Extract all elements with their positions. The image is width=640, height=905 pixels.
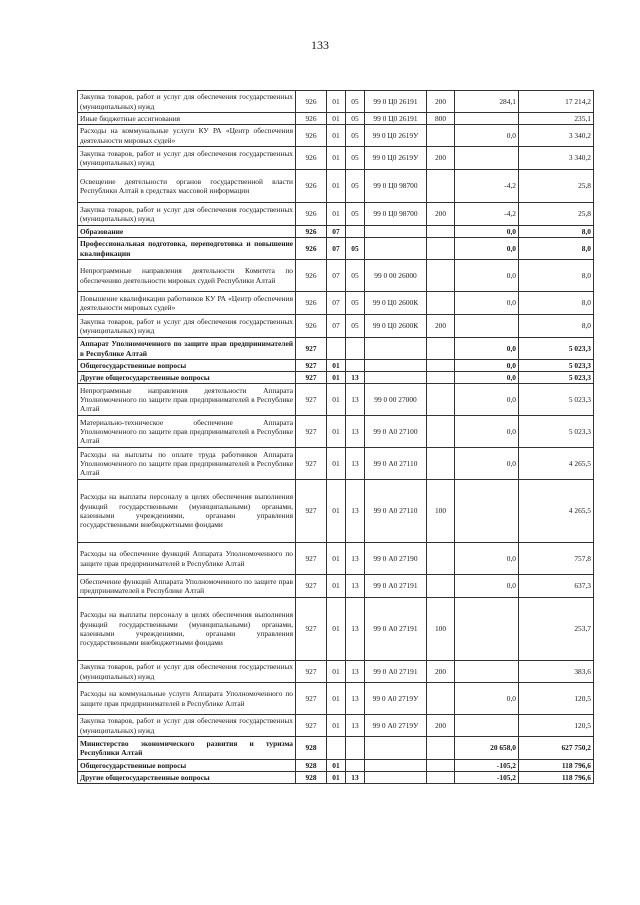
cell-target-article: 99 0 А0 27110	[365, 448, 427, 480]
table-row	[78, 113, 594, 125]
cell-name: Министерство экономического развития и туризма Республики Алтай	[78, 737, 296, 760]
cell-name: Другие общегосударственные вопросы	[78, 372, 296, 384]
cell-total-amount: 5 023,3	[519, 338, 594, 360]
cell-name: Расходы на выплаты по оплате труда работников Аппарата Уполномоченного по защите прав предпринимателей в Республике Алтай	[78, 448, 296, 480]
cell-subsection: 13	[346, 575, 365, 598]
cell-grbs: 927	[296, 543, 327, 575]
cell-expense-type	[427, 292, 455, 315]
cell-expense-type	[427, 448, 455, 480]
cell-expense-type: 200	[427, 661, 455, 683]
cell-name: Расходы на выплаты персоналу в целях обеспечения выполнения функций государственными (муниципальными) органами, казенными учреждениями, органами управления государственными внебюджетными фондами	[78, 480, 296, 543]
cell-change-amount: 0,0	[455, 683, 519, 715]
cell-expense-type	[427, 360, 455, 372]
table-row	[78, 170, 594, 203]
table-row	[78, 238, 594, 260]
cell-name: Закупка товаров, работ и услуг для обеспечения государственных (муниципальных) нужд	[78, 203, 296, 226]
cell-section: 01	[327, 113, 346, 125]
cell-target-article: 99 0 А0 27191	[365, 575, 427, 598]
cell-subsection: 13	[346, 598, 365, 661]
budget-table	[77, 90, 594, 784]
cell-subsection: 13	[346, 480, 365, 543]
cell-total-amount: 8,0	[519, 315, 594, 338]
cell-grbs: 927	[296, 384, 327, 416]
cell-section: 07	[327, 315, 346, 338]
cell-total-amount: 118 796,6	[519, 760, 594, 772]
cell-name: Расходы на выплаты персоналу в целях обеспечения выполнения функций государственными (муниципальными) органами, казенными учреждениями, органами управления государственными внебюджетными фондами	[78, 598, 296, 661]
cell-grbs: 927	[296, 338, 327, 360]
cell-section: 07	[327, 238, 346, 260]
cell-section: 07	[327, 292, 346, 315]
cell-target-article: 99 0 Ц0 98700	[365, 203, 427, 226]
cell-subsection: 05	[346, 170, 365, 203]
cell-section: 01	[327, 372, 346, 384]
cell-target-article: 99 0 Ц0 2600К	[365, 315, 427, 338]
cell-total-amount: 5 023,3	[519, 416, 594, 448]
cell-target-article	[365, 772, 427, 784]
cell-target-article: 99 0 А0 27110	[365, 480, 427, 543]
cell-grbs: 927	[296, 480, 327, 543]
cell-target-article: 99 0 Ц0 26191	[365, 113, 427, 125]
cell-name: Закупка товаров, работ и услуг для обеспечения государственных (муниципальных) нужд	[78, 715, 296, 737]
cell-name: Освещение деятельности органов государственной власти Республики Алтай в средствах массовой информации	[78, 170, 296, 203]
cell-change-amount: 0,0	[455, 448, 519, 480]
cell-expense-type: 200	[427, 203, 455, 226]
cell-subsection	[346, 360, 365, 372]
cell-grbs: 927	[296, 715, 327, 737]
cell-subsection: 05	[346, 91, 365, 113]
cell-section: 01	[327, 575, 346, 598]
cell-change-amount	[455, 598, 519, 661]
cell-expense-type: 200	[427, 715, 455, 737]
cell-section	[327, 338, 346, 360]
cell-change-amount: 0,0	[455, 338, 519, 360]
cell-change-amount: -4,2	[455, 170, 519, 203]
cell-change-amount	[455, 480, 519, 543]
table-row	[78, 147, 594, 170]
table-row	[78, 480, 594, 543]
cell-name: Повышение квалификации работников КУ РА «Центр обеспечения деятельности мировых судей»	[78, 292, 296, 315]
cell-section: 01	[327, 543, 346, 575]
cell-expense-type: 200	[427, 91, 455, 113]
cell-expense-type	[427, 760, 455, 772]
cell-change-amount	[455, 661, 519, 683]
page-number: 133	[311, 38, 329, 52]
cell-expense-type: 100	[427, 480, 455, 543]
cell-total-amount: 757,8	[519, 543, 594, 575]
cell-expense-type	[427, 372, 455, 384]
table-row	[78, 91, 594, 113]
cell-expense-type	[427, 384, 455, 416]
cell-change-amount: 0,0	[455, 226, 519, 238]
table-row	[78, 315, 594, 338]
cell-grbs: 927	[296, 416, 327, 448]
cell-name: Иные бюджетные ассигнования	[78, 113, 296, 125]
cell-change-amount: 0,0	[455, 360, 519, 372]
cell-total-amount: 5 023,3	[519, 384, 594, 416]
cell-change-amount: 284,1	[455, 91, 519, 113]
cell-subsection: 13	[346, 416, 365, 448]
cell-section: 07	[327, 226, 346, 238]
cell-subsection: 05	[346, 238, 365, 260]
cell-name: Материально-техническое обеспечение Аппарата Уполномоченного по защите прав предпринимателей в Республике Алтай	[78, 416, 296, 448]
cell-section: 01	[327, 384, 346, 416]
table-row	[78, 683, 594, 715]
cell-change-amount: 0,0	[455, 575, 519, 598]
cell-total-amount: 3 340,2	[519, 125, 594, 147]
cell-change-amount	[455, 715, 519, 737]
cell-target-article	[365, 360, 427, 372]
cell-target-article	[365, 238, 427, 260]
table-row	[78, 203, 594, 226]
cell-section: 01	[327, 760, 346, 772]
cell-section: 01	[327, 448, 346, 480]
table-row	[78, 226, 594, 238]
cell-change-amount: -105,2	[455, 760, 519, 772]
cell-name: Закупка товаров, работ и услуг для обеспечения государственных (муниципальных) нужд	[78, 91, 296, 113]
cell-grbs: 928	[296, 772, 327, 784]
cell-subsection: 13	[346, 384, 365, 416]
cell-expense-type	[427, 238, 455, 260]
cell-total-amount: 637,3	[519, 575, 594, 598]
table-row	[78, 598, 594, 661]
cell-total-amount: 4 265,5	[519, 480, 594, 543]
cell-subsection	[346, 338, 365, 360]
cell-target-article: 99 0 А0 27190	[365, 543, 427, 575]
cell-section: 01	[327, 125, 346, 147]
cell-name: Аппарат Уполномоченного по защите прав предпринимателей в Республике Алтай	[78, 338, 296, 360]
table-row	[78, 338, 594, 360]
cell-target-article: 99 0 Ц0 26191	[365, 91, 427, 113]
table-body	[78, 91, 594, 784]
cell-total-amount: 383,6	[519, 661, 594, 683]
cell-total-amount: 627 750,2	[519, 737, 594, 760]
cell-subsection: 05	[346, 113, 365, 125]
cell-expense-type: 800	[427, 113, 455, 125]
cell-section: 01	[327, 91, 346, 113]
cell-target-article	[365, 737, 427, 760]
cell-change-amount: 20 658,0	[455, 737, 519, 760]
cell-target-article: 99 0 00 26000	[365, 260, 427, 292]
cell-grbs: 926	[296, 260, 327, 292]
cell-total-amount: 118 796,6	[519, 772, 594, 784]
cell-target-article: 99 0 Ц0 2619У	[365, 125, 427, 147]
cell-change-amount: 0,0	[455, 543, 519, 575]
cell-target-article: 99 0 Ц0 2619У	[365, 147, 427, 170]
cell-subsection	[346, 760, 365, 772]
cell-name: Другие общегосударственные вопросы	[78, 772, 296, 784]
cell-target-article: 99 0 А0 27191	[365, 661, 427, 683]
cell-expense-type	[427, 125, 455, 147]
cell-target-article: 99 0 А0 27191	[365, 598, 427, 661]
cell-name: Профессиональная подготовка, переподготовка и повышение квалификации	[78, 238, 296, 260]
table-row	[78, 737, 594, 760]
cell-total-amount: 4 265,5	[519, 448, 594, 480]
cell-target-article: 99 0 А0 2719У	[365, 715, 427, 737]
cell-grbs: 926	[296, 91, 327, 113]
table-row	[78, 448, 594, 480]
cell-expense-type: 100	[427, 598, 455, 661]
cell-grbs: 926	[296, 170, 327, 203]
cell-name: Расходы на коммунальные услуги Аппарата Уполномоченного по защите прав предпринимателей в Республике Алтай	[78, 683, 296, 715]
cell-section: 01	[327, 360, 346, 372]
cell-section: 01	[327, 480, 346, 543]
cell-subsection	[346, 226, 365, 238]
cell-change-amount	[455, 315, 519, 338]
cell-name: Расходы на коммунальные услуги КУ РА «Центр обеспечения деятельности мировых судей»	[78, 125, 296, 147]
cell-total-amount: 3 340,2	[519, 147, 594, 170]
cell-name: Образование	[78, 226, 296, 238]
cell-grbs: 927	[296, 372, 327, 384]
cell-name: Закупка товаров, работ и услуг для обеспечения государственных (муниципальных) нужд	[78, 315, 296, 338]
cell-expense-type	[427, 683, 455, 715]
table-row	[78, 760, 594, 772]
cell-subsection: 05	[346, 203, 365, 226]
cell-grbs: 927	[296, 360, 327, 372]
cell-total-amount: 235,1	[519, 113, 594, 125]
cell-target-article: 99 0 Ц0 98700	[365, 170, 427, 203]
table-row	[78, 260, 594, 292]
cell-grbs: 927	[296, 598, 327, 661]
cell-change-amount: -4,2	[455, 203, 519, 226]
cell-total-amount: 25,8	[519, 203, 594, 226]
cell-subsection	[346, 737, 365, 760]
cell-grbs: 926	[296, 125, 327, 147]
cell-name: Непрограммные направления деятельности Комитета по обеспечению деятельности мировых судей Республики Алтай	[78, 260, 296, 292]
cell-subsection: 13	[346, 772, 365, 784]
cell-name: Обеспечение функций Аппарата Уполномоченного по защите прав предпринимателей в Республике Алтай	[78, 575, 296, 598]
cell-total-amount: 120,5	[519, 683, 594, 715]
cell-target-article: 99 0 А0 27100	[365, 416, 427, 448]
cell-section	[327, 737, 346, 760]
table-row	[78, 292, 594, 315]
cell-grbs: 927	[296, 661, 327, 683]
table-row	[78, 661, 594, 683]
cell-expense-type	[427, 575, 455, 598]
cell-subsection: 13	[346, 448, 365, 480]
cell-grbs: 926	[296, 203, 327, 226]
cell-section: 01	[327, 715, 346, 737]
cell-grbs: 927	[296, 575, 327, 598]
cell-name: Общегосударственные вопросы	[78, 360, 296, 372]
cell-grbs: 927	[296, 448, 327, 480]
cell-target-article	[365, 760, 427, 772]
cell-change-amount: 0,0	[455, 260, 519, 292]
table-row	[78, 125, 594, 147]
cell-grbs: 926	[296, 292, 327, 315]
cell-total-amount: 8,0	[519, 226, 594, 238]
cell-expense-type	[427, 170, 455, 203]
cell-target-article	[365, 338, 427, 360]
cell-grbs: 928	[296, 760, 327, 772]
cell-grbs: 926	[296, 226, 327, 238]
cell-section: 01	[327, 416, 346, 448]
cell-expense-type	[427, 416, 455, 448]
cell-total-amount: 8,0	[519, 292, 594, 315]
cell-total-amount: 253,7	[519, 598, 594, 661]
cell-expense-type: 200	[427, 315, 455, 338]
cell-target-article	[365, 226, 427, 238]
table-row	[78, 384, 594, 416]
cell-expense-type	[427, 226, 455, 238]
cell-grbs: 927	[296, 683, 327, 715]
cell-section: 01	[327, 147, 346, 170]
cell-change-amount	[455, 147, 519, 170]
cell-change-amount: 0,0	[455, 372, 519, 384]
cell-expense-type	[427, 737, 455, 760]
table-row	[78, 372, 594, 384]
cell-change-amount: 0,0	[455, 292, 519, 315]
cell-grbs: 928	[296, 737, 327, 760]
cell-name: Закупка товаров, работ и услуг для обеспечения государственных (муниципальных) нужд	[78, 147, 296, 170]
cell-subsection: 05	[346, 315, 365, 338]
cell-grbs: 926	[296, 147, 327, 170]
cell-section: 01	[327, 683, 346, 715]
cell-change-amount	[455, 113, 519, 125]
cell-target-article: 99 0 А0 2719У	[365, 683, 427, 715]
cell-section: 01	[327, 170, 346, 203]
cell-change-amount: 0,0	[455, 125, 519, 147]
cell-subsection: 13	[346, 661, 365, 683]
cell-subsection: 05	[346, 292, 365, 315]
table-row	[78, 772, 594, 784]
cell-grbs: 926	[296, 238, 327, 260]
cell-target-article: 99 0 Ц0 2600К	[365, 292, 427, 315]
cell-subsection: 05	[346, 260, 365, 292]
cell-total-amount: 5 023,3	[519, 372, 594, 384]
cell-name: Расходы на обеспечение функций Аппарата Уполномоченного по защите прав предпринимателей в Республике Алтай	[78, 543, 296, 575]
table-row	[78, 543, 594, 575]
cell-section: 01	[327, 772, 346, 784]
cell-section: 07	[327, 260, 346, 292]
cell-section: 01	[327, 203, 346, 226]
cell-subsection: 05	[346, 125, 365, 147]
cell-expense-type	[427, 772, 455, 784]
cell-grbs: 926	[296, 315, 327, 338]
cell-change-amount: -105,2	[455, 772, 519, 784]
cell-expense-type	[427, 543, 455, 575]
cell-subsection: 13	[346, 683, 365, 715]
cell-change-amount: 0,0	[455, 384, 519, 416]
cell-target-article	[365, 372, 427, 384]
cell-total-amount: 17 214,2	[519, 91, 594, 113]
cell-target-article: 99 0 00 27000	[365, 384, 427, 416]
cell-total-amount: 120,5	[519, 715, 594, 737]
table-row	[78, 360, 594, 372]
cell-expense-type	[427, 260, 455, 292]
cell-expense-type: 200	[427, 147, 455, 170]
cell-grbs: 926	[296, 113, 327, 125]
cell-name: Общегосударственные вопросы	[78, 760, 296, 772]
cell-section: 01	[327, 661, 346, 683]
cell-total-amount: 8,0	[519, 238, 594, 260]
cell-total-amount: 8,0	[519, 260, 594, 292]
cell-subsection: 13	[346, 372, 365, 384]
cell-change-amount: 0,0	[455, 238, 519, 260]
cell-change-amount: 0,0	[455, 416, 519, 448]
cell-total-amount: 25,8	[519, 170, 594, 203]
cell-section: 01	[327, 598, 346, 661]
table-row	[78, 715, 594, 737]
table-row	[78, 416, 594, 448]
cell-subsection: 05	[346, 147, 365, 170]
cell-name: Закупка товаров, работ и услуг для обеспечения государственных (муниципальных) нужд	[78, 661, 296, 683]
cell-total-amount: 5 023,3	[519, 360, 594, 372]
cell-subsection: 13	[346, 543, 365, 575]
cell-name: Непрограммные направления деятельности Аппарата Уполномоченного по защите прав предпринимателей в Республике Алтай	[78, 384, 296, 416]
cell-subsection: 13	[346, 715, 365, 737]
table-row	[78, 575, 594, 598]
cell-expense-type	[427, 338, 455, 360]
